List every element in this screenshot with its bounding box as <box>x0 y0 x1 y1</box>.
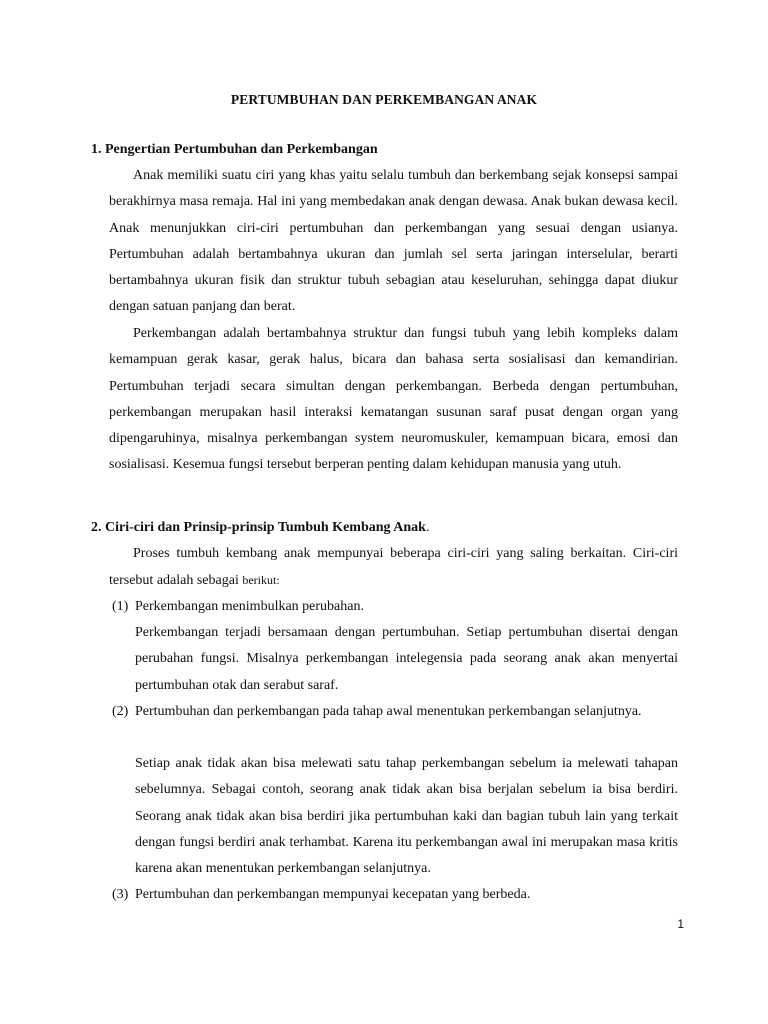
list-item-number: (3) <box>112 887 129 902</box>
section-1-paragraph-2: Perkembangan adalah bertambahnya struktur dan fungsi tubuh yang lebih kompleks dalam kemampuan gerak kasar, gerak halus, bicara dan bahasa serta sosialisasi dan kemandirian. Pertumbuhan terjadi secara simultan dengan perkembangan. Berbeda dengan pertumbuhan, perkembangan merupakan hasil interaksi kematangan susunan saraf pusat dengan organ yang dipengaruhinya, misalnya perkembangan system neuromuskuler, kemampuan bicara, emosi dan sosialisasi. Kesemua fungsi tersebut berperan penting dalam kehidupan manusia yang utuh. <box>109 326 678 473</box>
list-item-label: Pertumbuhan dan perkembangan pada tahap awal menentukan perkembangan selanjutnya. <box>135 704 642 719</box>
list-item-number: (2) <box>112 704 129 719</box>
list-item <box>112 699 678 725</box>
section-2-heading <box>91 520 429 536</box>
section-2-intro <box>109 541 678 595</box>
page-number: 1 <box>677 917 684 931</box>
section-2-heading-suffix: . <box>425 520 430 535</box>
list-item-detail: Setiap anak tidak akan bisa melewati satu tahap perkembangan sebelum ia melewati tahapan sebelumnya. Sebagai contoh, seorang anak tidak akan bisa berjalan sebelum ia bisa berdiri. Seorang anak tidak akan bisa berdiri jika pertumbuhan kaki dan bagian tubuh lain yang terkait dengan fungsi berdiri anak terhambat. Karena itu perkembangan awal ini merupakan masa kritis karena akan menentukan perkembangan selanjutnya. <box>135 756 678 877</box>
list-item <box>112 882 678 908</box>
page-title: PERTUMBUHAN DAN PERKEMBANGAN ANAK <box>230 92 538 107</box>
section-1-heading: 1. Pengertian Pertumbuhan dan Perkembangan <box>91 142 378 157</box>
list-item-detail: Perkembangan terjadi bersamaan dengan pertumbuhan. Setiap pertumbuhan disertai dengan perubahan fungsi. Misalnya perkembangan intelegensia pada seorang anak akan menyertai pertumbuhan otak dan serabut saraf. <box>135 625 678 693</box>
list-item-label: Pertumbuhan dan perkembangan mempunyai kecepatan yang berbeda. <box>135 887 531 902</box>
list-item <box>112 594 678 620</box>
section-2-heading-text: 2. Ciri-ciri dan Prinsip-prinsip Tumbuh Kembang Anak <box>91 520 426 535</box>
section-2-intro-tail: berikut: <box>242 573 280 588</box>
list-item-number: (1) <box>112 599 129 614</box>
list-item-label: Perkembangan menimbulkan perubahan. <box>135 599 364 614</box>
section-2-intro-text: Proses tumbuh kembang anak mempunyai beberapa ciri-ciri yang saling berkaitan. Ciri-ciri tersebut adalah sebagai <box>109 546 678 589</box>
section-1-paragraph-1: Anak memiliki suatu ciri yang khas yaitu selalu tumbuh dan berkembang sejak konsepsi sampai berakhirnya masa remaja. Hal ini yang membedakan anak dengan dewasa. Anak bukan dewasa kecil. Anak menunjukkan ciri-ciri pertumbuhan dan perkembangan yang sesuai dengan usianya. Pertumbuhan adalah bertambahnya ukuran dan jumlah sel serta jaringan interselular, berarti bertambahnya ukuran fisik dan struktur tubuh sebagian atau keseluruhan, sehingga dapat diukur dengan satuan panjang dan berat. <box>109 168 678 315</box>
